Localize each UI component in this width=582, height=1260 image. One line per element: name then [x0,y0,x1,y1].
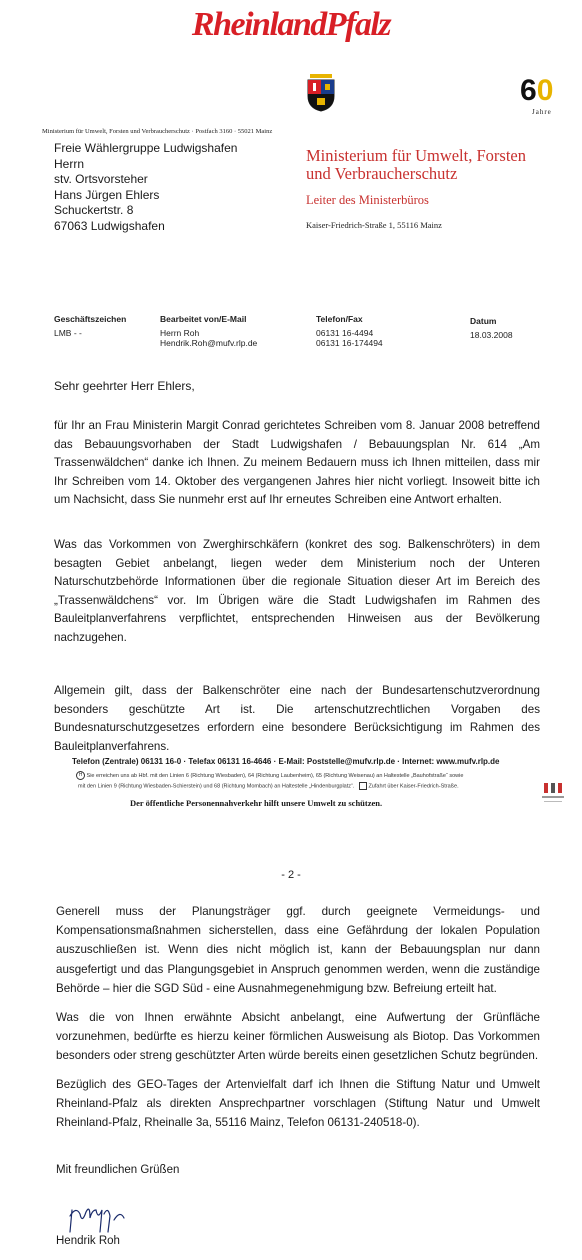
footer-transit-text: Sie erreichen uns ab Hbf. mit den Linien 6 (Richtung Wiesbaden), 64 (Richtung Laubenheim), 65 (Richtung Weisenau) an Haltestelle „Bauhofstraße“ sowie [86,772,464,779]
reference-value: 06131 16-174494 [316,338,383,348]
anniversary-digit-zero: 0 [536,74,554,107]
reference-datum [470,316,513,340]
footer-transit-text: mit den Linien 9 (Richtung Wiesbaden-Schierstein) und 68 (Richtung Mombach) an Haltestelle „Hindenburgplatz“. [78,783,355,790]
footer-slogan: Der öffentliche Personennahverkehr hilft unsere Umwelt zu schützen. [130,798,383,808]
paragraph: Bezüglich des GEO-Tages der Artenvielfalt darf ich Ihnen die Stiftung Natur und Umwelt Rheinland-Pfalz als direkten Ansprechpartner vorschlagen (Stiftung Natur und Umwelt Rheinland-Pfalz, Rheinalle 3a, 55116 Mainz, Telefon 06131-240518-0). [56,1078,540,1130]
bus-stop-icon: H [76,771,85,780]
recipient-line: Herrn [54,156,85,171]
ministry-office: Leiter des Ministerbüros [306,193,429,207]
ministry-address: Kaiser-Friedrich-Straße 1, 55116 Mainz [306,220,442,230]
reference-geschaeftszeichen [54,314,126,338]
signatory-name: Hendrik Roh [56,1235,120,1247]
ministry-name [306,147,526,183]
reference-label: Geschäftszeichen [54,314,127,324]
footer-transit-line [76,771,463,780]
reference-value: Herrn Roh [160,328,200,338]
recipient-line: 67063 Ludwigshafen [54,218,165,233]
anniversary-number [520,74,553,108]
reference-label: Datum [470,316,497,326]
reference-bearbeitet [160,314,257,348]
ministry-name-line: und Verbraucherschutz [306,164,458,183]
recipient-line: Freie Wählergruppe Ludwigshafen [54,141,238,155]
reference-label: Telefon/Fax [316,314,363,324]
ministry-emblem-icon [541,781,565,809]
recipient-line: Schuckertstr. 8 [54,203,134,217]
closing-phrase: Mit freundlichen Grüßen [56,1164,180,1176]
footer-transit-line [78,782,459,790]
reference-value: LMB - - [54,328,82,338]
anniversary-digit-six: 6 [520,74,537,107]
coat-of-arms-icon [304,72,338,112]
recipient-address [54,141,237,234]
paragraph: Was das Vorkommen von Zwerghirschkäfern (konkret des sog. Balkenschröters) in dem besagten Gebiet anbelangt, liegen weder dem Ministerium noch der Unteren Naturschutzbehörde Informationen über die regionale Situation dieser Art im Bereich des „Trassenwäldchens“ vor. Im Übrigen wäre die Stadt Ludwigshafen im Rahmen des Bauleitplanverfahrens verpflichtet, entsprechenden Hinweisen aus der Bevölkerung nachzugehen. [54,538,540,644]
reference-value: 18.03.2008 [470,330,513,340]
footer-contact: Telefon (Zentrale) 06131 16-0 · Telefax 06131 16-4646 · E-Mail: Poststelle@mufv.rlp.de · Internet: www.mufv.rlp.de [72,757,500,766]
page-number: - 2 - [281,869,301,881]
anniversary-label: Jahre [532,108,552,116]
reference-label: Bearbeitet von/E-Mail [160,314,247,324]
recipient-line: Hans Jürgen Ehlers [54,187,160,202]
salutation: Sehr geehrter Herr Ehlers, [54,379,195,393]
wheelchair-icon [359,782,367,790]
paragraph: für Ihr an Frau Ministerin Margit Conrad gerichtetes Schreiben vom 8. Januar 2008 betreffend das Bebauungsvorhaben der Stadt Ludwigshafen / Bebauungsplan Nr. 614 „Am Trassenwäldchen“ danke ich Ihnen. Zu meinem Bedauern muss ich Ihnen mitteilen, dass mir Ihr Schreiben vom 14. Oktober des vergangenen Jahres hier nicht vorliegt. Insoweit bitte ich um Nachsicht, dass Sie nunmehr erst auf Ihr erneutes Schreiben eine Antwort erhalten. [54,419,540,507]
handwritten-signature [64,1180,130,1236]
reference-value: 06131 16-4494 [316,328,374,338]
sender-return-line: Ministerium für Umwelt, Forsten und Verbraucherschutz · Postfach 3160 · 55021 Mainz [42,128,273,135]
paragraph: Generell muss der Planungsträger ggf. durch geeignete Vermeidungs- und Kompensationsmaßnahmen sicherstellen, dass eine Gefährdung der lokalen Population auszuschließen ist. Wenn dies nicht möglich ist, kann der Bebauungsplan nur dann ausgefertigt und das Plangungsgebiet in Anspruch genommen werden, wenn die zuständige Behörde – hier die SGD Süd - eine Ausnahmegenehmigung bzw. Befreiung erteilt hat. [56,905,540,995]
paragraph: Was die von Ihnen erwähnte Absicht anbelangt, eine Aufwertung der Grünfläche vorzunehmen, bedürfte es hierzu keiner förmlichen Ausweisung als Biotop. Das Vorkommen besonders oder streng geschützter Arten würde bereits einen gesetzlichen Schutz begründen. [56,1011,540,1063]
state-logo: RheinlandPfalz [191,6,391,43]
paragraph: Allgemein gilt, dass der Balkenschröter eine nach der Bundesartenschutzverordnung besonders geschützte Art ist. Die artenschutzrechtlichen Vorgaben des Bundesnaturschutzgesetzes erfordern eine besondere Berücksichtigung im Rahmen des Bauleitplanverfahrens. [54,684,540,753]
reference-email: Hendrik.Roh@mufv.rlp.de [160,338,258,348]
anniversary-logo [518,74,570,122]
recipient-line: stv. Ortsvorsteher [54,172,148,186]
reference-telefon [316,314,383,348]
ministry-name-line: Ministerium für Umwelt, Forsten [306,146,526,165]
footer-access-text: Zufahrt über Kaiser-Friedrich-Straße. [368,783,459,790]
